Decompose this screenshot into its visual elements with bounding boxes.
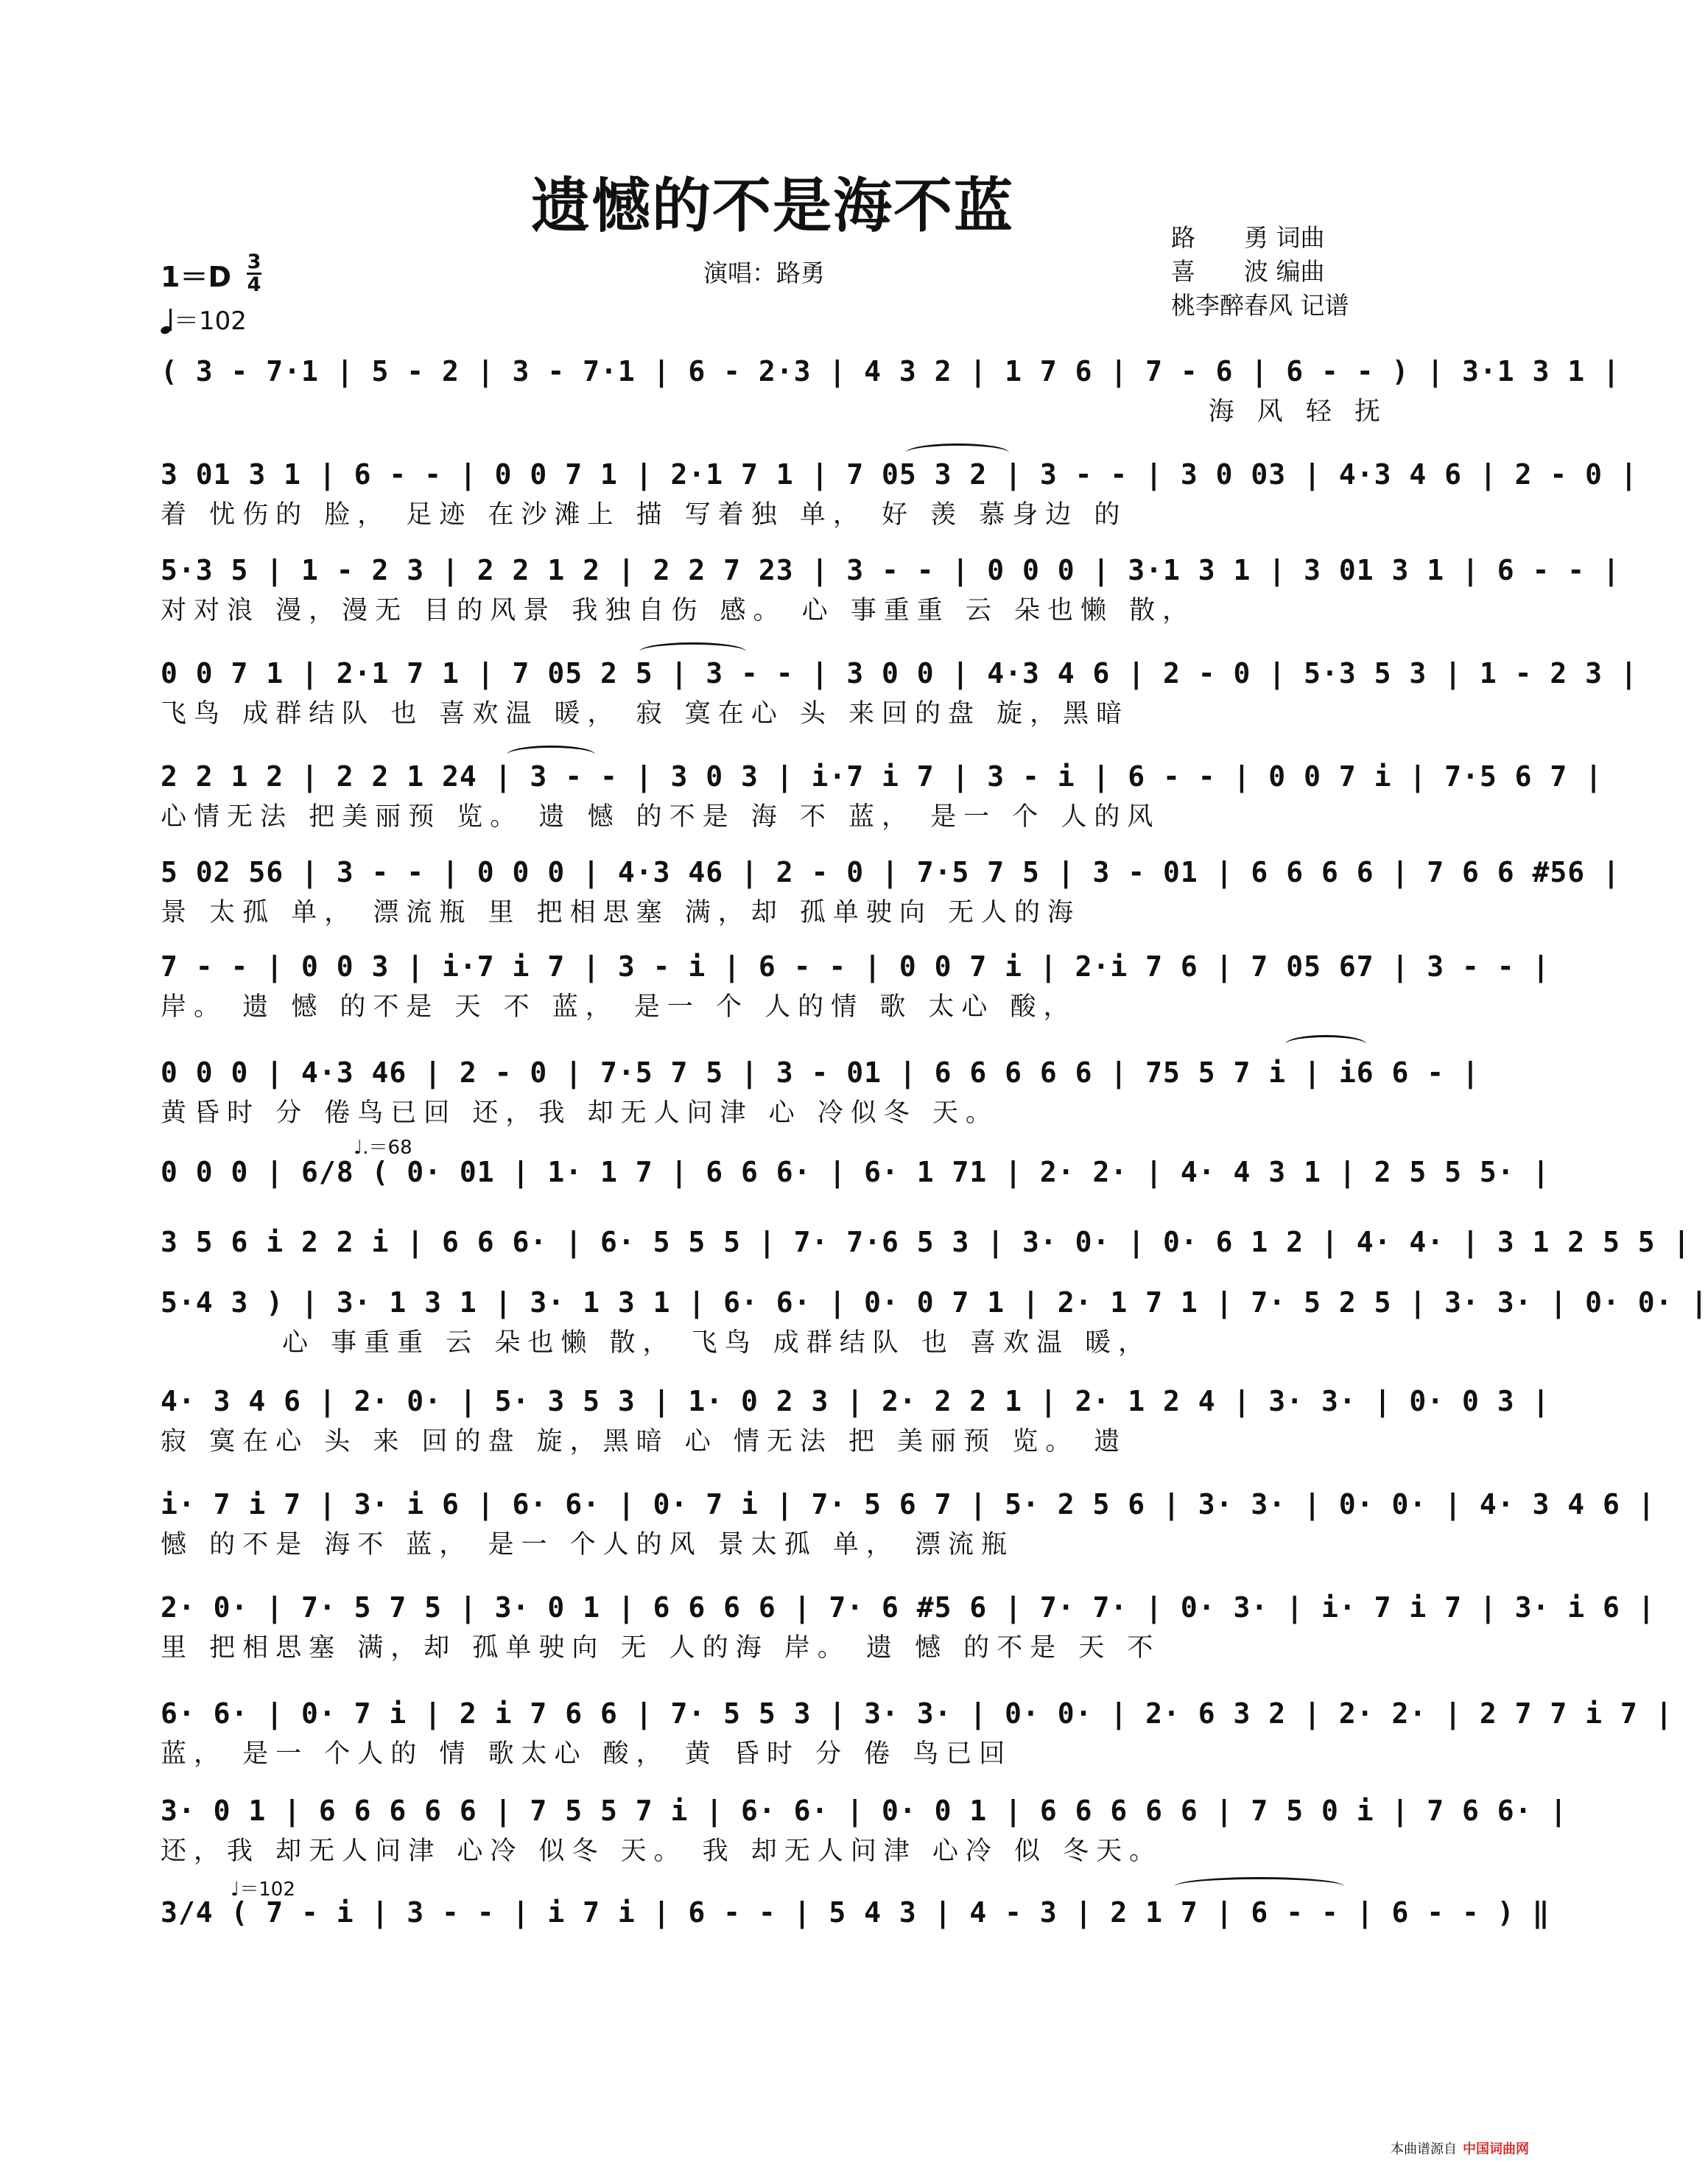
credit-arranger: 喜 波 编曲 (1171, 257, 1325, 286)
system-lyrics: 海 风 轻 抚 (1208, 397, 1388, 427)
tempo-change-marking: ♩.＝68 (354, 1137, 412, 1159)
system-12 (161, 1382, 1550, 1459)
credits-block (1171, 221, 1349, 323)
key-text: 1＝D (161, 261, 231, 293)
slur (1285, 1035, 1366, 1053)
tempo-marking (161, 301, 247, 337)
system-notes: 5·4 3 ) | 3· 1 3 1 | 3· 1 3 1 | 6· 6· | 0· 0 7 1 | 2· 1 7 1 | 7· 5 2 5 | 3· 3· | 0· 0· | (161, 1286, 1708, 1319)
system-16 (161, 1792, 1568, 1868)
system-4 (161, 654, 1638, 731)
system-17 (161, 1879, 1550, 1933)
system-notes: 4· 3 4 6 | 2· 0· | 5· 3 5 3 | 1· 0 2 3 | 2· 2 2 1 | 2· 1 2 4 | 3· 3· | 0· 0 3 | (161, 1385, 1550, 1417)
system-8 (161, 1053, 1480, 1130)
system-15 (161, 1694, 1673, 1771)
system-5 (161, 757, 1603, 834)
system-lyrics: 黄昏时 分 倦鸟已回 还，我 却无人问津 心 冷似冬 天。 (161, 1098, 999, 1128)
system-lyrics: 心情无法 把美丽预 览。 遗 憾 的不是 海 不 蓝， 是一 个 人的风 (161, 802, 1161, 832)
system-lyrics: 憾 的不是 海不 蓝， 是一 个人的风 景太孤 单， 漂流瓶 (161, 1530, 1015, 1560)
system-lyrics: 对对浪 漫，漫无 目的风景 我独自伤 感。 心 事重重 云 朵也懒 散， (161, 596, 1196, 625)
slur (639, 642, 746, 661)
system-notes: 3/4 ( 7 - i | 3 - - | i 7 i | 6 - - | 5 4 3 | 4 - 3 | 2 1 7 | 6 - - | 6 - - ) ‖ (161, 1896, 1550, 1929)
system-7 (161, 947, 1550, 1024)
system-notes: ( 3 - 7·1 | 5 - 2 | 3 - 7·1 | 6 - 2·3 | 4 3 2 | 1 7 6 | 7 - 6 | 6 - - ) | 3·1 3 1 | (161, 355, 1620, 387)
system-notes: 0 0 7 1 | 2·1 7 1 | 7 05 2 5 | 3 - - | 3 0 0 | 4·3 4 6 | 2 - 0 | 5·3 5 3 | 1 - 2 3 | (161, 657, 1638, 690)
singer-label: 演唱：路勇 (703, 259, 825, 287)
system-10 (161, 1223, 1691, 1263)
system-lyrics: 着 忧伤的 脸， 足迹 在沙滩上 描 写着独 单， 好 羡 慕身边 的 (161, 500, 1128, 530)
system-lyrics: 还，我 却无人问津 心冷 似冬 天。 我 却无人问津 心冷 似 冬天。 (161, 1837, 1163, 1866)
system-notes: 7 - - | 0 0 3 | i·7 i 7 | 3 - i | 6 - - | 0 0 7 i | 2·i 7 6 | 7 05 67 | 3 - - | (161, 950, 1550, 983)
system-lyrics: 心 事重重 云 朵也懒 散， 飞鸟 成群结队 也 喜欢温 暖， (282, 1328, 1152, 1358)
credit-transcriber: 桃李醉春风 记谱 (1171, 291, 1349, 320)
tempo-change-marking: ♩＝102 (231, 1879, 295, 1901)
system-notes: 2 2 1 2 | 2 2 1 24 | 3 - - | 3 0 3 | i·7 i 7 | 3 - i | 6 - - | 0 0 7 i | 7·5 6 7 | (161, 760, 1603, 793)
slur (507, 746, 595, 764)
key-signature (161, 254, 231, 295)
system-lyrics: 寂 寞在心 头 来 回的盘 旋，黑暗 心 情无法 把 美丽预 览。 遗 (161, 1427, 1128, 1456)
quarter-note-icon (161, 309, 174, 334)
song-title: 遗憾的不是海不蓝 (531, 171, 1014, 240)
system-notes: 3 5 6 i 2 2 i | 6 6 6· | 6· 5 5 5 | 7· 7·6 5 3 | 3· 0· | 0· 6 1 2 | 4· 4· | 3 1 2 5 5 | (161, 1226, 1691, 1258)
footer-brand[interactable]: 中国词曲网 (1463, 2142, 1529, 2157)
system-notes: 0 0 0 | 4·3 46 | 2 - 0 | 7·5 7 5 | 3 - 01 | 6 6 6 6 6 | 75 5 7 i | i6 6 - | (161, 1056, 1480, 1089)
slur (906, 443, 1009, 462)
system-notes: 5 02 56 | 3 - - | 0 0 0 | 4·3 46 | 2 - 0 | 7·5 7 5 | 3 - 01 | 6 6 6 6 | 7 6 6 #56 | (161, 856, 1620, 888)
tempo-value: ＝102 (174, 306, 247, 336)
footer-source-text: 本曲谱源自 (1391, 2142, 1457, 2157)
system-notes: 2· 0· | 7· 5 7 5 | 3· 0 1 | 6 6 6 6 | 7· 6 #5 6 | 7· 7· | 0· 3· | i· 7 i 7 | 3· i 6 | (161, 1591, 1656, 1624)
system-notes: 5·3 5 | 1 - 2 3 | 2 2 1 2 | 2 2 7 23 | 3 - - | 0 0 0 | 3·1 3 1 | 3 01 3 1 | 6 - - | (161, 554, 1620, 586)
system-notes: 0 0 0 | 6/8 ( 0· 01 | 1· 1 7 | 6 6 6· | 6· 1 71 | 2· 2· | 4· 4 3 1 | 2 5 5 5· | (161, 1156, 1550, 1188)
system-lyrics: 里 把相思塞 满，却 孤单驶向 无 人的海 岸。 遗 憾 的不是 天 不 (161, 1633, 1161, 1663)
system-2 (161, 455, 1638, 532)
footer-source (1391, 2139, 1529, 2158)
system-lyrics: 景 太孤 单， 漂流瓶 里 把相思塞 满，却 孤单驶向 无人的海 (161, 898, 1081, 927)
time-signature-bottom: 4 (247, 273, 261, 296)
system-11 (161, 1283, 1708, 1360)
system-1 (161, 352, 1620, 429)
system-lyrics: 飞鸟 成群结队 也 喜欢温 暖， 寂 寞在心 头 来回的盘 旋，黑暗 (161, 699, 1130, 729)
system-notes: 6· 6· | 0· 7 i | 2 i 7 6 6 | 7· 5 5 3 | 3· 3· | 0· 0· | 2· 6 3 2 | 2· 2· | 2 7 7 i 7 | (161, 1697, 1673, 1730)
system-lyrics: 蓝， 是一 个人的 情 歌太心 酸， 黄 昏时 分 倦 鸟已回 (161, 1739, 1013, 1769)
system-3 (161, 551, 1620, 628)
time-signature-top: 3 (247, 250, 261, 273)
system-6 (161, 853, 1620, 930)
system-14 (161, 1588, 1656, 1665)
system-notes: i· 7 i 7 | 3· i 6 | 6· 6· | 0· 7 i | 7· 5 6 7 | 5· 2 5 6 | 3· 3· | 0· 0· | 4· 3 4 6 | (161, 1488, 1656, 1521)
system-lyrics: 岸。 遗 憾 的不是 天 不 蓝， 是一 个 人的情 歌 太心 酸， (161, 992, 1077, 1022)
system-notes: 3· 0 1 | 6 6 6 6 6 | 7 5 5 7 i | 6· 6· | 0· 0 1 | 6 6 6 6 6 | 7 5 0 i | 7 6 6· | (161, 1795, 1568, 1827)
system-notes: 3 01 3 1 | 6 - - | 0 0 7 1 | 2·1 7 1 | 7 05 3 2 | 3 - - | 3 0 03 | 4·3 4 6 | 2 - 0 | (161, 458, 1638, 491)
credit-lyricist-composer: 路 勇 词曲 (1171, 223, 1325, 252)
system-9 (161, 1137, 1550, 1193)
slur (1175, 1877, 1344, 1895)
system-13 (161, 1485, 1656, 1562)
time-signature (247, 250, 261, 296)
